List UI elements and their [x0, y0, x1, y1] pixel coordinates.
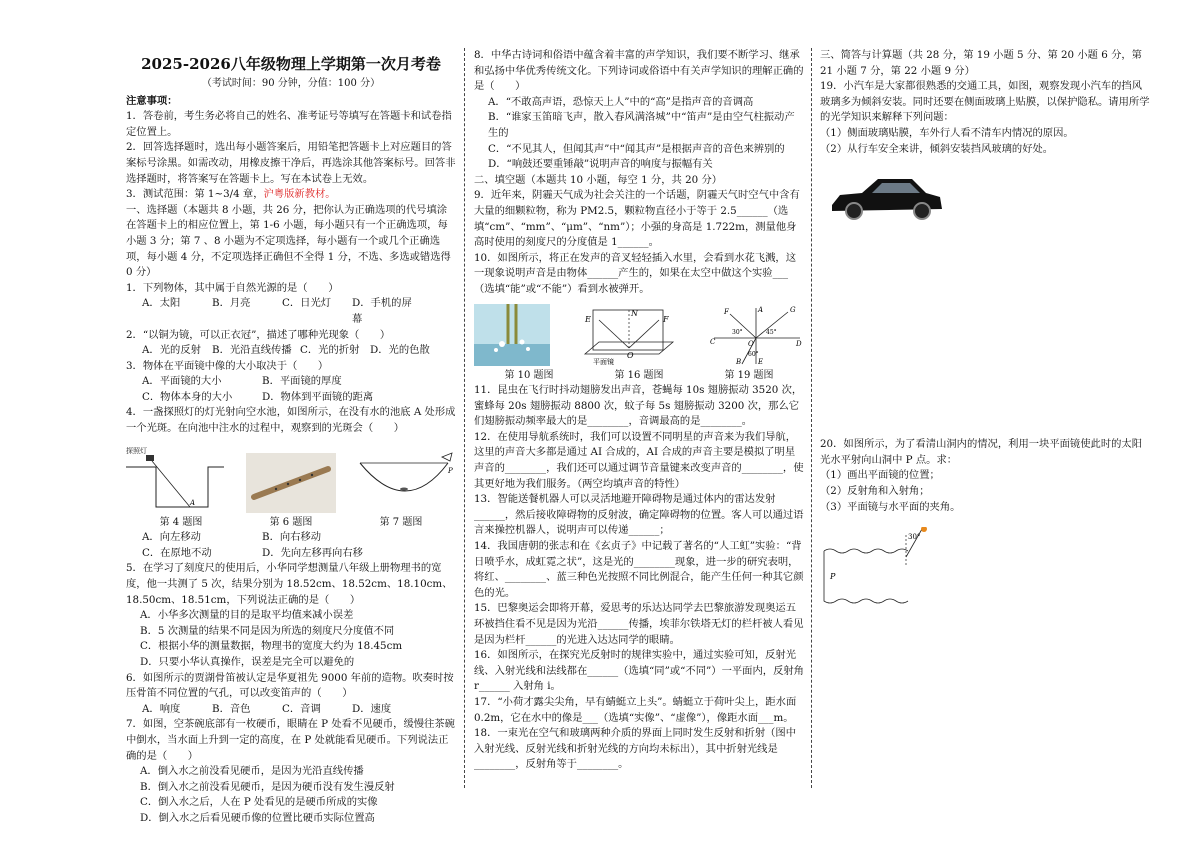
option: D．速度	[352, 702, 392, 715]
svg-text:60°: 60°	[748, 350, 759, 358]
question-11: 11．昆虫在飞行时抖动翅膀发出声音，苍蝇每 10s 翅膀振动 3520 次，蜜蜂每 20s 翅膀振动 8800 次，蚊子每 5s 翅膀振动 3200 次，那么它们翅膀振动频率最大的是________，音调最高的是________。	[474, 384, 803, 428]
question-17: 17．“小荷才露尖尖角，早有蜻蜓立上头”。蜻蜓立于荷叶尖上，距水面 0.2m，它在水中的像是___（选填“实像”、“虚像”），像距水面___m。	[474, 695, 797, 724]
svg-text:45°: 45°	[766, 328, 777, 336]
light-ray	[152, 461, 190, 507]
figure-caption: 第 6 题图	[269, 516, 313, 528]
question-19-item-2: （2）从行车安全来讲，倾斜安装挡风玻璃的好处。	[820, 142, 1054, 155]
question-20-item-2: （2）反射角和入射角；	[820, 484, 930, 497]
question-20-item-1: （1）画出平面镜的位置；	[820, 469, 940, 482]
question-10: 10．如图所示，将正在发声的音叉轻轻插入水里，会看到水花飞溅，这一现象说明声音是由物体______产生的，如果在太空中做这个实验___（选填“能”或“不能”）看到水被弹开。	[474, 251, 797, 295]
section-3-heading: 三、简答与计算题（共 28 分，第 19 小题 5 分、第 20 小题 6 分，第 21 小题 7 分，第 22 小题 9 分）	[820, 49, 1142, 77]
question-1-options	[126, 296, 456, 327]
figure-16-reflection-experiment	[579, 304, 679, 366]
question-4-options	[126, 530, 456, 546]
option: B．平面镜的厚度	[262, 375, 342, 388]
option: C．在原地不动	[142, 546, 212, 559]
svg-text:D: D	[796, 339, 802, 348]
question-2: 2．“以铜为镜，可以正衣冠”，描述了哪种光现象（ ）	[126, 328, 391, 341]
question-12: 12．在使用导航系统时，我们可以设置不同明星的声音来为我们导航，这里的声音大多都是通过 AI 合成的，AI 合成的声音主要是模拟了明星声音的________，我们还可以通过调节音量键来改变声音的________，使其更好地为我们服务。（两空均填声音的特性）	[474, 430, 804, 490]
question-1: 1．下列物体，其中属于自然光源的是（ ）	[126, 281, 339, 294]
splash-icon	[499, 341, 505, 347]
option: C．音调	[282, 702, 321, 715]
question-4-options-row2	[126, 546, 456, 562]
question-6-options	[126, 702, 456, 718]
svg-text:A: A	[758, 305, 764, 314]
figures-row-1	[126, 439, 456, 513]
sun-icon	[921, 527, 927, 532]
note-3-edition: 沪粤版新教材。	[263, 188, 336, 201]
question-3-options	[126, 374, 456, 390]
question-20-item-3: （3）平面镜与水平面的夹角。	[820, 500, 961, 513]
question-19: 19．小汽车是大家都很熟悉的交通工具，如图，观察发现小汽车的挡风玻璃多为倾斜安装。同时还要在侧面玻璃上贴膜，以保护隐私。请用所学的光学知识来解释下列问题：	[820, 80, 1150, 124]
notes-heading: 注意事项：	[126, 94, 178, 107]
section-1-intro: 一、选择题（本题共 8 小题，共 26 分，把你认为正确选项的代号填涂在答题卡上的相应位置上，第 1-6 小题，每小题只有一个正确选项，每小题 3 分；第 7 、8 小题为不定项选择，每小题有一个或几个正确选项，每小题 4 分，不定项选择正确但不全得 1 分，不选、多选或错选得 0 分）	[126, 203, 451, 279]
figure-20-cave-sun	[820, 527, 960, 607]
note-3-text: 3．测试范围：第 1~3/4 章，	[126, 188, 264, 201]
svg-text:A: A	[190, 498, 196, 507]
option: D．物体到平面镜的距离	[262, 390, 374, 403]
option: C．根据小华的测量数据，物理书的宽度大约为 18.45cm	[140, 640, 403, 653]
figure-captions-row-1	[126, 515, 456, 531]
option: D．只要小华认真操作，误差是完全可以避免的	[140, 656, 355, 668]
option: A．太阳	[142, 297, 181, 310]
column-3	[820, 48, 1152, 607]
note-1: 1．答卷前，考生务必将自己的姓名、准考证号等填写在答题卡和试卷指定位置上。	[126, 110, 452, 138]
wheel-icon	[914, 203, 930, 219]
svg-text:O: O	[748, 339, 754, 348]
svg-text:P: P	[830, 572, 836, 582]
figure-10-tuning-fork-water	[474, 304, 550, 366]
car-image	[826, 167, 946, 227]
bowl-outline	[360, 463, 448, 491]
cave-outline	[824, 549, 908, 603]
option: A．向左移动	[142, 531, 201, 544]
question-8: 8．中华古诗词和俗语中蕴含着丰富的声学知识，我们要不断学习、继承和弘扬中华优秀传统文化。下列诗词或俗语中有关声学知识的理解正确的是（ ）	[474, 49, 804, 93]
option: D．倒入水之后看见硬币像的位置比硬币实际位置高	[140, 811, 375, 824]
column-1	[126, 44, 456, 827]
question-5: 5．在学习了刻度尺的使用后，小华同学想测量八年级上册物理书的宽度，他一共测了 5 次，结果分别为 18.52cm、18.52cm、18.10cm、18.50cm、18.51cm，下列说法正确的是（ ）	[126, 562, 453, 606]
option: A．“不敢高声语，恐惊天上人”中的“高”是指声音的音调高	[488, 95, 754, 108]
figures-row-2	[474, 300, 804, 366]
svg-text:E: E	[585, 314, 591, 324]
figure-4-searchlight-pool	[126, 443, 226, 513]
figure-7-tea-bowl	[356, 449, 456, 513]
pool-outline	[126, 467, 224, 507]
eye-icon	[442, 453, 452, 461]
question-7: 7．如图，空茶碗底部有一枚硬币，眼睛在 P 处看不见硬币，缓慢往茶碗中倒水，当水面上升到一定的高度，在 P 处就能看见硬币。下列说法正确的是（ ）	[126, 718, 455, 762]
column-divider-1	[464, 48, 466, 788]
question-2-options	[126, 343, 456, 359]
option: B．光沿直线传播	[212, 344, 292, 357]
figure-caption: 第 19 题图	[724, 369, 774, 381]
option: C．光的折射	[300, 344, 360, 357]
figure-caption: 第 16 题图	[614, 369, 664, 381]
wheel-icon	[846, 203, 862, 219]
column-2	[474, 48, 804, 773]
question-19-item-1: （1）侧面玻璃贴膜，车外行人看不清车内情况的原因。	[820, 126, 1074, 139]
question-20: 20．如图所示，为了看清山洞内的情况，利用一块平面镜使此时的太阳光水平射向山洞中 P 点。求：	[820, 438, 1143, 466]
option: D．先向左移再向右移	[262, 546, 363, 559]
figure-19-ray-diagram	[708, 304, 804, 366]
svg-text:30°: 30°	[732, 328, 743, 336]
svg-text:C: C	[710, 337, 716, 346]
option: A．倒入水之前没看见硬币，是因为光沿直线传播	[140, 765, 364, 778]
option: A．平面镜的大小	[142, 375, 222, 388]
option: B．5 次测量的结果不同是因为所选的刻度尺分度值不同	[140, 624, 395, 637]
option: D．“响鼓还要重锤敲”说明声音的响度与振幅有关	[488, 158, 713, 171]
question-16: 16．如图所示，在探究光反射时的规律实验中，通过实验可知，反射光线、入射光线和法线都在______（选填“同”或“不同”）一平面内，反射角 r______ 入射角 i。	[474, 649, 804, 693]
svg-text:E: E	[758, 357, 764, 366]
figure-caption: 第 10 题图	[504, 369, 554, 381]
svg-text:F: F	[663, 314, 669, 324]
coin-icon	[400, 487, 408, 490]
question-3-options-row2	[126, 390, 456, 406]
question-4: 4．一盏探照灯的灯光射向空水池，如图所示，在没有水的池底 A 处形成一个光斑。在向池中注水的过程中，观察到的光斑会（ ）	[126, 406, 456, 435]
option: B．“谁家玉笛暗飞声，散入春风满洛城”中“笛声”是由空气柱振动产生的	[488, 111, 795, 139]
searchlight-icon	[146, 455, 154, 461]
option: D．光的色散	[370, 344, 430, 357]
question-9: 9．近年来，阴霾天气成为社会关注的一个话题，阴霾天气时空气中含有大量的细颗粒物，称为 PM2.5，颗粒物直径小于等于 2.5______（选填“cm”、“mm”、“μm”、“nm”）；小强的身高是 1.722m，测量他身高时使用的刻度尺的分度值是 1______。	[474, 189, 800, 249]
option: C．物体本身的大小	[142, 390, 233, 403]
svg-text:G: G	[790, 305, 796, 314]
svg-text:平面镜: 平面镜	[593, 357, 614, 366]
spacer	[820, 227, 1152, 437]
svg-text:F: F	[724, 307, 729, 316]
figure-caption: 第 7 题图	[379, 516, 423, 528]
option: A．小华多次测量的目的是取平均值来减小误差	[140, 609, 354, 622]
option: A．光的反射	[142, 344, 201, 357]
option: B．倒入水之前没看见硬币，是因为硬币没有发生漫反射	[140, 780, 395, 793]
option: C．倒入水之后，人在 P 处看见的是硬币所成的实像	[140, 796, 378, 809]
figure-6-bone-flute	[246, 453, 336, 513]
figure-captions-row-2	[474, 368, 804, 384]
svg-text:N: N	[631, 308, 638, 318]
option: D．手机的屏幕	[352, 297, 412, 325]
column-divider-2	[811, 48, 813, 788]
question-14: 14．我国唐朝的张志和在《玄贞子》中记载了著名的“人工虹”实验：“背日喷乎水，成虹霓之状”，这是光的________现象，进一步的研究表明，将红、________、蓝三种色光按照不同比例混合，能产生任何一种其它颜色的光。	[474, 540, 804, 599]
question-15: 15．巴黎奥运会即将开幕，爱思考的乐达达同学去巴黎旅游发现奥运五环被挡住看不见是因为光沿______传播，埃菲尔铁塔无灯的栏杆被人看见是因为栏杆______的光进入达达同学的眼睛。	[474, 602, 804, 646]
svg-text:30°: 30°	[908, 533, 921, 542]
option: C．“不见其人，但闻其声”中“闻其声”是根据声音的音色来辨别的	[488, 142, 785, 155]
question-13: 13．智能送餐机器人可以灵活地避开障碍物是通过体内的雷达发射______，然后接收障碍物的反射波，确定障碍物的位置。客人可以通过语言来操控机器人，说明声可以传递______；	[474, 493, 804, 537]
svg-text:B: B	[736, 357, 742, 366]
option: A．响度	[142, 702, 181, 715]
figure-caption: 第 4 题图	[159, 516, 203, 528]
option: B．音色	[212, 702, 251, 715]
option: C．日光灯	[282, 297, 332, 310]
figure-4-label: 探照灯	[126, 446, 147, 455]
page-title: 2025-2026八年级物理上学期第一次月考卷	[141, 55, 441, 73]
section-2-heading: 二、填空题（本题共 10 小题，每空 1 分，共 20 分）	[474, 173, 723, 186]
question-18: 18．一束光在空气和玻璃两种介质的界面上同时发生反射和折射（图中入射光线、反射光线和折射光线的方向均未标出），其中折射光线是________，反射角等于________。	[474, 727, 797, 771]
question-3: 3．物体在平面镜中像的大小取决于（ ）	[126, 359, 329, 372]
option: B．向右移动	[262, 531, 322, 544]
option: B．月亮	[212, 297, 251, 310]
svg-text:P: P	[448, 466, 453, 475]
note-2: 2．回答选择题时，选出每小题答案后，用铅笔把答题卡上对应题目的答案标号涂黑。如需改动，用橡皮擦干净后，再选涂其他答案标号。回答非选择题时，将答案写在答题卡上。写在本试卷上无效。	[126, 141, 456, 185]
note-3	[126, 187, 456, 203]
question-6: 6．如图所示的贾湖骨笛被认定是华夏祖先 9000 年前的造物。吹奏时按压骨笛不同位置的气孔，可以改变笛声的（ ）	[126, 671, 454, 700]
exam-info: （考试时间：90 分钟，分值：100 分）	[201, 78, 381, 89]
svg-text:O: O	[627, 350, 634, 360]
